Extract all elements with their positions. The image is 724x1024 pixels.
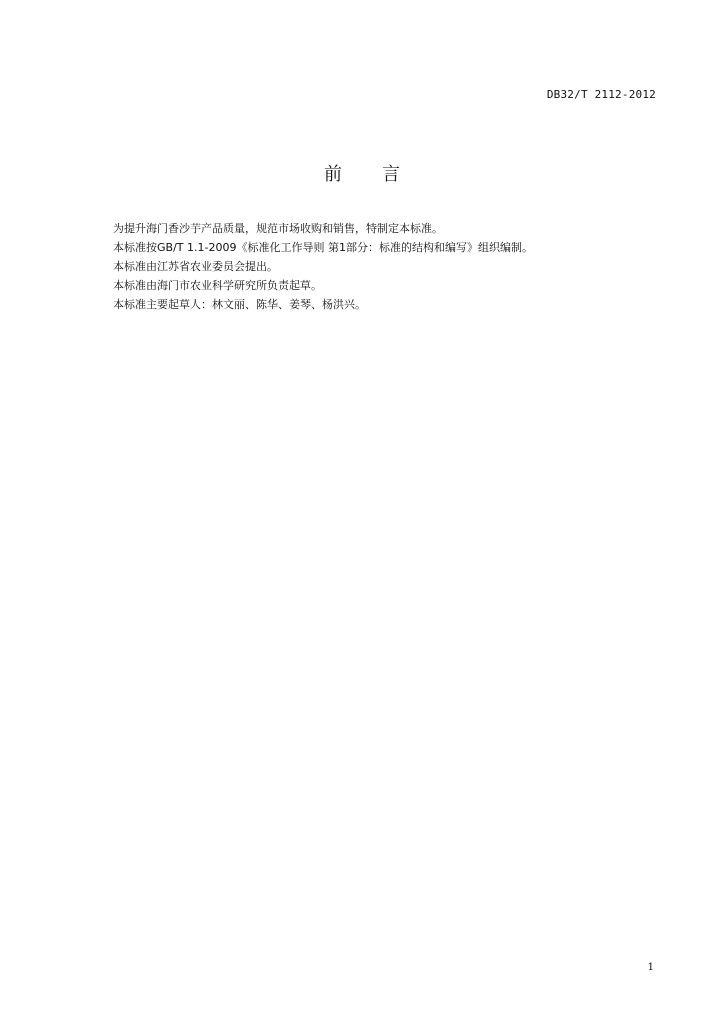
paragraph-purpose: 为提升海门香沙芋产品质量，规范市场收购和销售，特制定本标准。 — [113, 222, 443, 235]
paragraph-drafting-rules: 本标准按GB/T 1.1-2009《标准化工作导则 第1部分：标准的结构和编写》组织编制。 — [113, 241, 533, 254]
standard-code: DB32/T 2112-2012 — [546, 88, 656, 101]
paragraph-drafting-unit: 本标准由海门市农业科学研究所负责起草。 — [113, 279, 322, 292]
page-title — [0, 160, 724, 186]
paragraph-proposer: 本标准由江苏省农业委员会提出。 — [113, 260, 278, 273]
title-char-2: 言 — [382, 164, 400, 185]
title-char-1: 前 — [324, 164, 342, 185]
page-number: 1 — [647, 962, 654, 973]
paragraph-drafters: 本标准主要起草人：林文丽、陈华、姜琴、杨洪兴。 — [113, 298, 366, 311]
foreword-body — [113, 219, 673, 314]
